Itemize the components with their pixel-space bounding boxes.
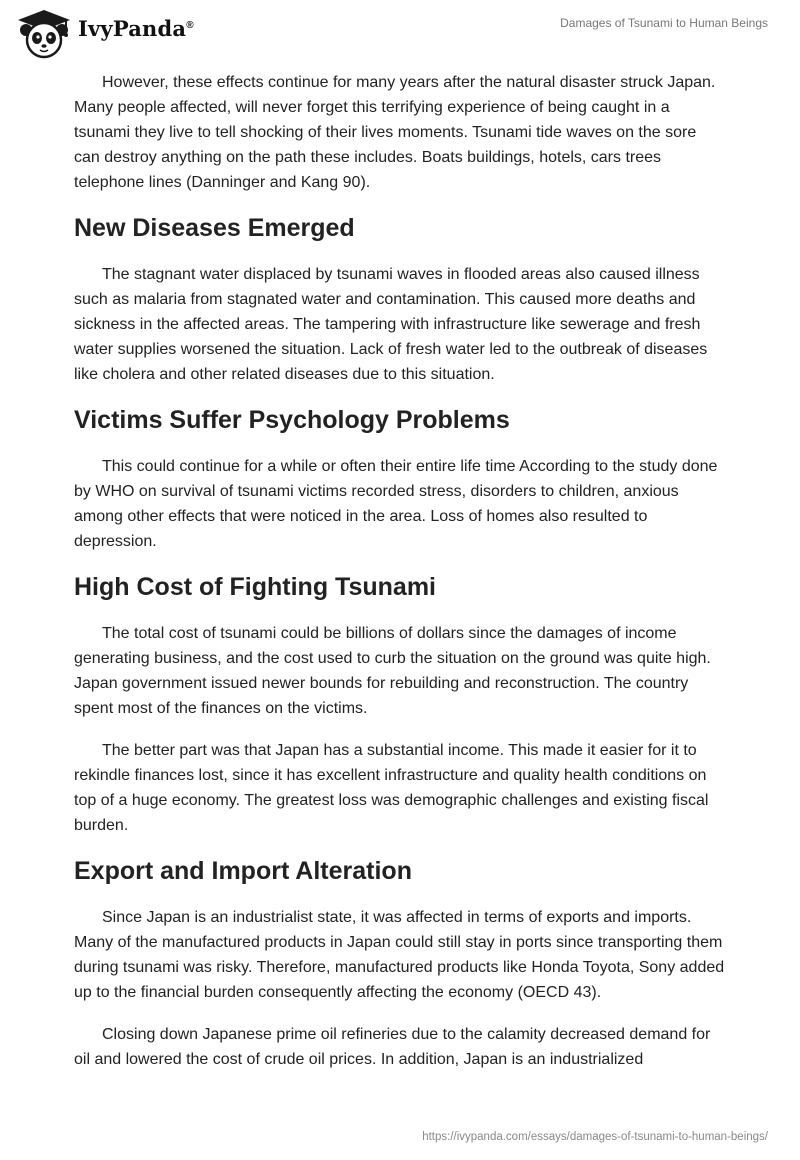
intro-paragraph: However, these effects continue for many years after the natural disaster struck Japan. Many people affected, will never forget this terrifying experience of being caught in a tsunami they live to tell shocking of their lives moments. Tsunami tide waves on the sore can destroy anything on the path these includes. Boats buildings, hotels, cars trees telephone lines (Danninger and Kang 90). — [74, 74, 716, 191]
panda-logo-icon — [16, 8, 72, 60]
section-heading-high-cost: High Cost of Fighting Tsunami — [74, 573, 436, 601]
paragraph: The better part was that Japan has a substantial income. This made it easier for it to rekindle finances lost, since it has excellent infrastructure and quality health conditions on top of a huge economy. The greatest loss was demographic challenges and existing fiscal burden. — [74, 742, 709, 834]
section-heading-new-diseases: New Diseases Emerged — [74, 214, 355, 242]
source-url-link[interactable]: https://ivypanda.com/essays/damages-of-tsunami-to-human-beings/ — [422, 1131, 768, 1143]
paragraph: Since Japan is an industrialist state, it was affected in terms of exports and imports. Many of the manufactured products in Japan could still stay in ports since transporting them during tsunami was risky. Therefore, manufactured products like Honda Toyota, Sony added up to the financial burden consequently affecting the economy (OECD 43). — [74, 909, 725, 1001]
section-heading-psychology-problems: Victims Suffer Psychology Problems — [74, 406, 510, 434]
paragraph: The total cost of tsunami could be billions of dollars since the damages of income generating business, and the cost used to curb the situation on the ground was quite high. Japan government issued newer bounds for rebuilding and reconstruction. The country spent most of the finances on the victims. — [74, 625, 711, 717]
paragraph: This could continue for a while or often their entire life time According to the study done by WHO on survival of tsunami victims recorded stress, disorders to children, anxious among other effects that were noticed in the area. Loss of homes also resulted to depression. — [74, 458, 718, 550]
registered-mark: ® — [186, 20, 194, 31]
paragraph: Closing down Japanese prime oil refineries due to the calamity decreased demand for oil and lowered the cost of crude oil prices. In addition, Japan is an industrialized — [74, 1026, 711, 1068]
page-header — [0, 0, 800, 70]
paragraph: The stagnant water displaced by tsunami waves in flooded areas also caused illness such as malaria from stagnated water and contamination. This caused more deaths and sickness in the affected areas. The tampering with infrastructure like sewerage and fresh water supplies worsened the situation. Lack of fresh water led to the outbreak of diseases like cholera and other related diseases due to this situation. — [74, 266, 708, 383]
brand-name[interactable]: IvyPanda® — [78, 16, 194, 41]
section-heading-export-import: Export and Import Alteration — [74, 857, 412, 885]
document-title: Damages of Tsunami to Human Beings — [560, 16, 768, 30]
essay-body — [74, 70, 726, 1089]
